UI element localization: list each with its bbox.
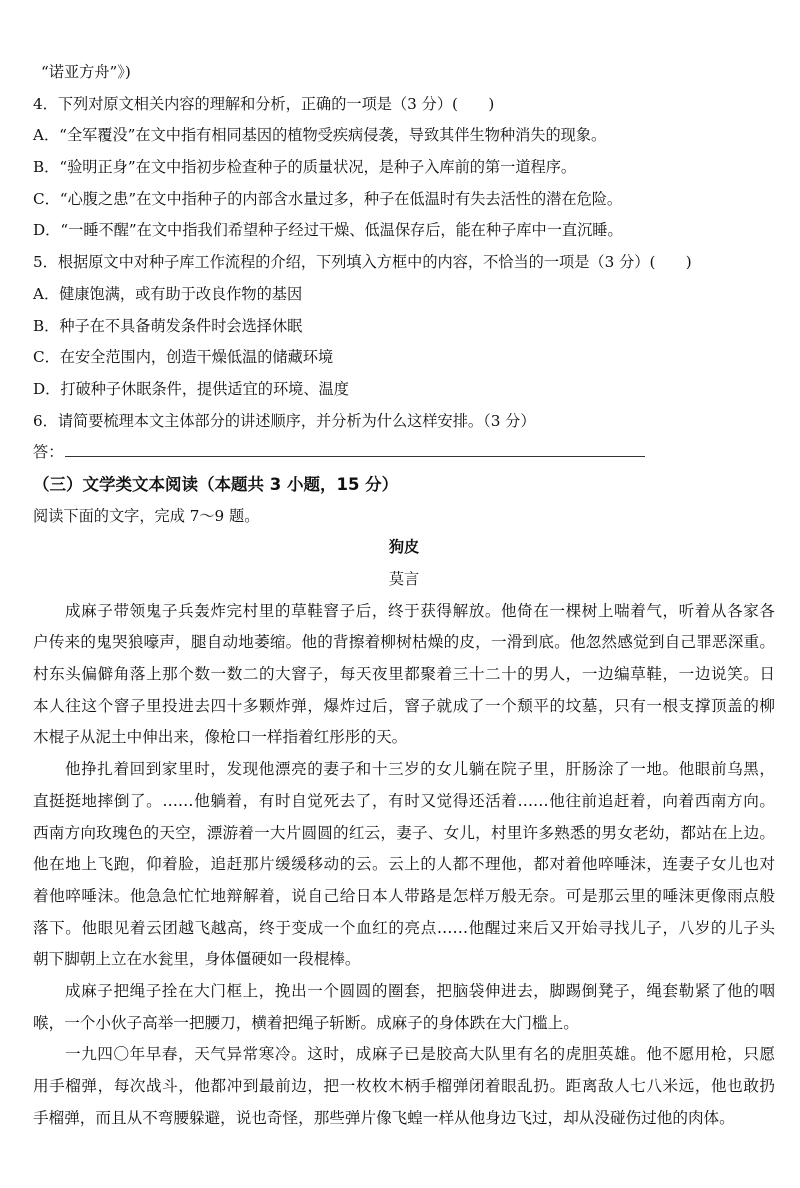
question-5 (33, 247, 775, 405)
answer-row (33, 437, 775, 469)
story-paragraph (33, 754, 775, 976)
option-d: D．“一睡不醒”在文中指我们希望种子经过干燥、低温保存后，能在种子库中一直沉睡。 (33, 221, 623, 240)
story-line: 喉，一个小伙子高举一把腰刀，横着把绳子斩断。成麻子的身体跌在大门槛上。 (33, 1013, 579, 1032)
option-d: D．打破种子休眠条件，提供适宜的环境、温度 (33, 379, 349, 398)
story-line: 西南方向玫瑰色的天空，漂游着一大片圆圆的红云，妻子、女儿，村里许多熟悉的男女老幼，都站在上边。 (33, 823, 775, 842)
story-line: 着他啐唾沫。他急急忙忙地辩解着，说自己给日本人带路是怎样万般无奈。可是那云里的唾沫更像雨点般 (33, 886, 775, 905)
story-line: 户传来的鬼哭狼嚎声，腿自动地萎缩。他的背擦着柳树枯燥的皮，一滑到底。他忽然感觉到自己罪恶深重。 (33, 633, 775, 652)
story-body (33, 596, 775, 1135)
story-paragraph (33, 1039, 775, 1134)
story-line: 村东头偏僻角落上那个数一数二的大窨子，每天夜里都聚着三十二十的男人，一边编草鞋，一边说笑。日 (33, 665, 775, 684)
question-stem: 4．下列对原文相关内容的理解和分析，正确的一项是（3 分）( ) (33, 94, 495, 113)
section-heading: （三）文学类文本阅读（本题共 3 小题，15 分） (33, 474, 399, 494)
story-author: 莫言 (388, 570, 420, 588)
exam-page (33, 57, 775, 1134)
story-line: 木棍子从泥土中伸出来，像枪口一样指着红彤彤的天。 (33, 728, 408, 747)
question-stem: 5．根据原文中对种子库工作流程的介绍，下列填入方框中的内容，不恰当的一项是（3 分）( ) (33, 253, 692, 272)
answer-line[interactable] (65, 438, 645, 457)
option-c: C．在安全范围内，创造干燥低温的储藏环境 (33, 348, 334, 367)
story-line: 成麻子带领鬼子兵轰炸完村里的草鞋窨子后，终于获得解放。他倚在一棵树上喘着气，听着从各家各 (65, 601, 775, 620)
story-line: 用手榴弹，每次战斗，他都冲到最前边，把一枚枚木柄手榴弹闭着眼乱扔。距离敌人七八米远，他也敢扔 (33, 1077, 775, 1095)
story-line: 成麻子把绳子拴在大门框上，挽出一个圆圆的圈套，把脑袋伸进去，脚踢倒凳子，绳套勒紧了他的咽 (65, 981, 775, 1000)
question-4 (33, 89, 775, 247)
question-6 (33, 406, 775, 469)
section-instruction: 阅读下面的文字，完成 7～9 题。 (33, 506, 260, 525)
story-line: 手榴弹，而且从不弯腰躲避，说也奇怪，那些弹片像飞蝗一样从他身边飞过，却从没碰伤过他的肉体。 (33, 1108, 735, 1127)
option-a: A．健康饱满，或有助于改良作物的基因 (33, 284, 303, 303)
question-stem: 6．请简要梳理本文主体部分的讲述顺序，并分析为什么这样安排。（3 分） (33, 411, 536, 430)
story-line: 他挣扎着回到家里时，发现他漂亮的妻子和十三岁的女儿躺在院子里，肝肠涂了一地。他眼前乌黑， (65, 760, 775, 779)
story-line: 他在地上飞跑，仰着脸，追赶那片缓缓移动的云。云上的人都不理他，都对着他啐唾沫，连妻子女儿也对 (33, 855, 775, 874)
story-paragraph (33, 976, 775, 1039)
option-b: B．种子在不具备萌发条件时会选择休眠 (33, 316, 303, 335)
story-line: 本人往这个窨子里投进去四十多颗炸弹，爆炸过后，窨子就成了一个颓平的坟墓，只有一根支撑顶盖的柳 (33, 696, 775, 715)
option-c: C．“心腹之患”在文中指种子的内部含水量过多，种子在低温时有失去活性的潜在危险。 (33, 189, 623, 208)
story-paragraph (33, 596, 775, 754)
story-line: 朝下脚朝上立在水瓮里，身体僵硬如一段棍棒。 (33, 950, 361, 969)
option-a: A．“全军覆没”在文中指有相同基因的植物受疾病侵袭，导致其伴生物种消失的现象。 (33, 126, 607, 145)
story-line: 落下。他眼见着云团越飞越高，终于变成一个血红的亮点……他醒过来后又开始寻找儿子，八岁的儿子头 (33, 918, 775, 937)
story-line: 一九四〇年早春，天气异常寒冷。这时，成麻子已是胶高大队里有名的虎胆英雄。他不愿用枪，只愿 (65, 1045, 775, 1064)
story-title: 狗皮 (388, 538, 420, 557)
option-b: B．“验明正身”在文中指初步检查种子的质量状况，是种子入库前的第一道程序。 (33, 158, 577, 177)
story-line: 直挺挺地摔倒了。……他躺着，有时自觉死去了，有时又觉得还活着……他往前追赶着，向着西南方向。 (33, 791, 775, 810)
answer-label: 答： (33, 443, 64, 462)
continuation-text: “诺亚方舟”》) (41, 63, 131, 81)
